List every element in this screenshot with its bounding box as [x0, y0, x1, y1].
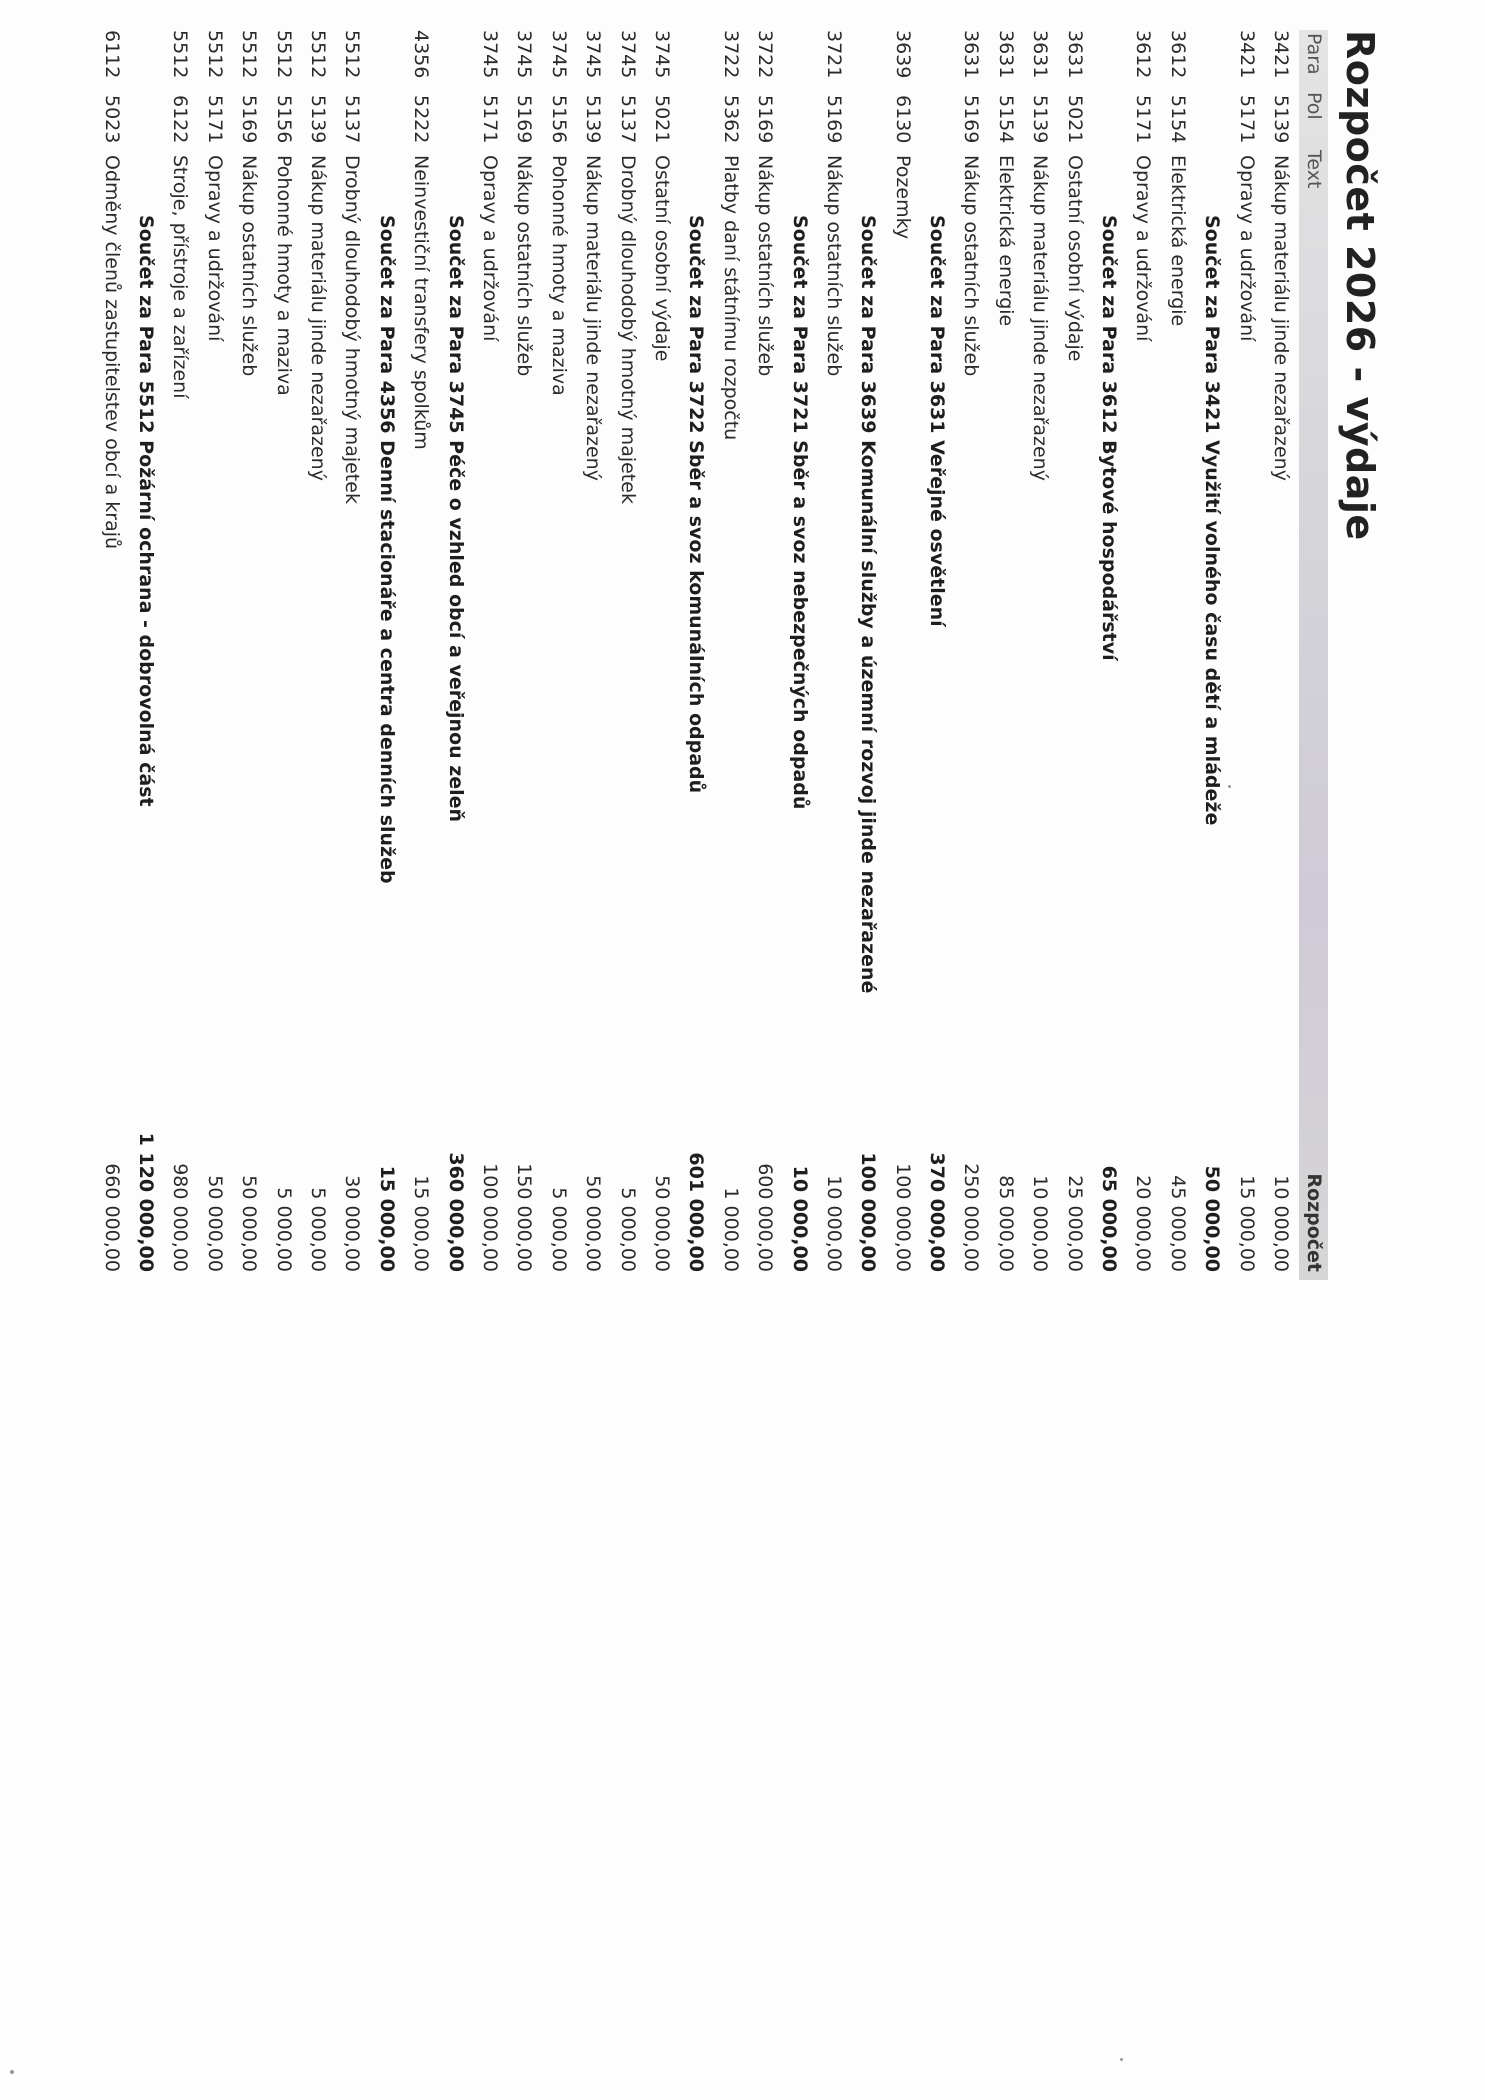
table-row — [1229, 30, 1263, 1280]
amount-cell: 50 000,00 — [582, 1175, 605, 1272]
table-row — [301, 30, 335, 1280]
para-cell: 3745 — [479, 30, 502, 79]
amount-cell: 370 000,00 — [926, 1152, 949, 1272]
text-cell: Součet za Para 3631 Veřejné osvětlení — [926, 215, 949, 627]
table-row — [885, 30, 919, 1280]
para-cell: 3631 — [1063, 30, 1086, 79]
pol-cell: 5156 — [272, 95, 295, 144]
table-row — [1023, 30, 1057, 1280]
subtotal-row — [1195, 30, 1229, 1280]
pol-cell: 5169 — [238, 95, 261, 144]
subtotal-row — [782, 30, 816, 1280]
document-title: Rozpočet 2026 - výdaje — [1338, 30, 1382, 541]
text-cell: Drobný dlouhodobý hmotný majetek — [616, 155, 639, 504]
amount-cell: 15 000,00 — [375, 1165, 398, 1272]
table-row — [645, 30, 679, 1280]
amount-cell: 100 000,00 — [479, 1163, 502, 1272]
text-cell: Nákup materiálu jinde nezařazený — [1029, 155, 1052, 481]
subtotal-row — [369, 30, 403, 1280]
para-cell: 3631 — [960, 30, 983, 79]
text-cell: Odměny členů zastupitelstev obcí a krajů — [100, 155, 123, 550]
pol-cell: 5139 — [307, 95, 330, 144]
budget-document — [100, 30, 1384, 1470]
table-row — [404, 30, 438, 1280]
pol-cell: 5139 — [582, 95, 605, 144]
text-cell: Součet za Para 5512 Požární ochrana - dobrovolná část — [135, 215, 158, 807]
amount-cell: 250 000,00 — [960, 1163, 983, 1272]
amount-cell: 50 000,00 — [650, 1175, 673, 1272]
text-cell: Nákup ostatních služeb — [513, 155, 536, 377]
table-row — [335, 30, 369, 1280]
amount-cell: 5 000,00 — [272, 1187, 295, 1272]
pol-cell: 5171 — [1235, 95, 1258, 144]
amount-cell: 50 000,00 — [203, 1175, 226, 1272]
amount-cell: 10 000,00 — [788, 1165, 811, 1272]
subtotal-row — [851, 30, 885, 1280]
amount-cell: 5 000,00 — [616, 1187, 639, 1272]
para-cell: 5512 — [272, 30, 295, 79]
text-cell: Nákup materiálu jinde nezařazený — [307, 155, 330, 481]
text-cell: Opravy a udržování — [1235, 155, 1258, 342]
subtotal-row — [679, 30, 713, 1280]
amount-cell: 660 000,00 — [100, 1163, 123, 1272]
table-row — [94, 30, 128, 1280]
text-cell: Opravy a udržování — [203, 155, 226, 342]
pol-cell: 5154 — [994, 95, 1017, 144]
table-row — [266, 30, 300, 1280]
pol-cell: 5169 — [960, 95, 983, 144]
para-cell: 3421 — [1270, 30, 1292, 79]
subtotal-row — [920, 30, 954, 1280]
amount-cell: 25 000,00 — [1063, 1175, 1086, 1272]
pol-cell: 5021 — [650, 95, 673, 144]
subtotal-row — [438, 30, 472, 1280]
text-cell: Součet za Para 3745 Péče o vzhled obcí a veřejnou zeleň — [444, 215, 467, 823]
table-row — [232, 30, 266, 1280]
para-cell: 3745 — [616, 30, 639, 79]
amount-cell: 600 000,00 — [754, 1163, 777, 1272]
text-cell: Součet za Para 3722 Sběr a svoz komunálních odpadů — [685, 215, 708, 794]
amount-cell: 601 000,00 — [685, 1152, 708, 1272]
text-cell: Ostatní osobní výdaje — [650, 155, 673, 362]
text-cell: Nákup ostatních služeb — [960, 155, 983, 377]
text-cell: Pohonné hmoty a maziva — [547, 155, 570, 396]
table-row — [1264, 30, 1298, 1280]
para-cell: 3631 — [1029, 30, 1052, 79]
para-cell: 3421 — [1235, 30, 1258, 79]
pol-cell: 5154 — [1166, 95, 1189, 144]
text-cell: Opravy a udržování — [479, 155, 502, 342]
para-cell: 3745 — [513, 30, 536, 79]
pol-cell: 5362 — [719, 95, 742, 144]
para-cell: 3612 — [1166, 30, 1189, 79]
text-cell: Ostatní osobní výdaje — [1063, 155, 1086, 362]
text-cell: Pozemky — [891, 155, 914, 240]
pol-cell: 5171 — [479, 95, 502, 144]
table-row — [817, 30, 851, 1280]
table-row — [713, 30, 747, 1280]
text-cell: Stroje, přístroje a zařízení — [169, 155, 192, 399]
text-cell: Součet za Para 4356 Denní stacionáře a centra denních služeb — [375, 215, 398, 884]
table-row — [163, 30, 197, 1280]
amount-cell: 1 000,00 — [719, 1187, 742, 1272]
pol-cell: 6122 — [169, 95, 192, 144]
pol-cell: 5137 — [341, 95, 364, 144]
pol-cell: 6130 — [891, 95, 914, 144]
header-text: Text — [1303, 150, 1325, 189]
para-cell: 3639 — [891, 30, 914, 79]
table-row — [610, 30, 644, 1280]
text-cell: Nákup ostatních služeb — [238, 155, 261, 377]
amount-cell: 10 000,00 — [822, 1175, 845, 1272]
amount-cell: 980 000,00 — [169, 1163, 192, 1272]
pol-cell: 5169 — [513, 95, 536, 144]
table-row — [954, 30, 988, 1280]
header-para: Para — [1303, 33, 1325, 75]
amount-cell: 100 000,00 — [891, 1163, 914, 1272]
pol-cell: 5171 — [1132, 95, 1155, 144]
text-cell: Neinvestiční transfery spolkům — [410, 155, 433, 450]
pol-cell: 5023 — [100, 95, 123, 144]
text-cell: Elektrická energie — [994, 155, 1017, 327]
table-header — [1299, 30, 1328, 1280]
text-cell: Součet za Para 3421 Využití volného času dětí a mládeže — [1201, 215, 1224, 826]
budget-table-body — [94, 30, 1298, 1280]
text-cell: Součet za Para 3639 Komunální služby a územní rozvoj jinde nezařazené — [857, 215, 880, 994]
pol-cell: 5156 — [547, 95, 570, 144]
table-row — [988, 30, 1022, 1280]
pol-cell: 5169 — [754, 95, 777, 144]
para-cell: 5512 — [341, 30, 364, 79]
header-amount: Rozpočet — [1303, 1173, 1325, 1272]
pol-cell: 5171 — [203, 95, 226, 144]
pol-cell: 5222 — [410, 95, 433, 144]
amount-cell: 10 000,00 — [1270, 1175, 1292, 1272]
pol-cell: 5139 — [1270, 95, 1292, 144]
para-cell: 5512 — [307, 30, 330, 79]
text-cell: Nákup ostatních služeb — [822, 155, 845, 377]
amount-cell: 360 000,00 — [444, 1152, 467, 1272]
para-cell: 3722 — [719, 30, 742, 79]
amount-cell: 20 000,00 — [1132, 1175, 1155, 1272]
text-cell: Platby daní státnímu rozpočtu — [719, 155, 742, 441]
para-cell: 3722 — [754, 30, 777, 79]
para-cell: 3745 — [582, 30, 605, 79]
text-cell: Nákup ostatních služeb — [754, 155, 777, 377]
text-cell: Drobný dlouhodobý hmotný majetek — [341, 155, 364, 504]
para-cell: 3612 — [1132, 30, 1155, 79]
amount-cell: 50 000,00 — [238, 1175, 261, 1272]
table-row — [507, 30, 541, 1280]
text-cell: Nákup materiálu jinde nezařazený — [582, 155, 605, 481]
scan-speck — [1120, 2058, 1123, 2061]
text-cell: Součet za Para 3721 Sběr a svoz nebezpečných odpadů — [788, 215, 811, 810]
pol-cell: 5137 — [616, 95, 639, 144]
pol-cell: 5021 — [1063, 95, 1086, 144]
para-cell: 3745 — [547, 30, 570, 79]
amount-cell: 45 000,00 — [1166, 1175, 1189, 1272]
text-cell: Opravy a udržování — [1132, 155, 1155, 342]
para-cell: 3631 — [994, 30, 1017, 79]
amount-cell: 5 000,00 — [547, 1187, 570, 1272]
para-cell: 3721 — [822, 30, 845, 79]
table-row — [198, 30, 232, 1280]
subtotal-row — [129, 30, 163, 1280]
amount-cell: 5 000,00 — [307, 1187, 330, 1272]
para-cell: 3745 — [650, 30, 673, 79]
amount-cell: 15 000,00 — [410, 1175, 433, 1272]
table-row — [576, 30, 610, 1280]
pol-cell: 5169 — [822, 95, 845, 144]
pol-cell: 5139 — [1029, 95, 1052, 144]
table-row — [1057, 30, 1091, 1280]
amount-cell: 100 000,00 — [857, 1152, 880, 1272]
para-cell: 5512 — [238, 30, 261, 79]
para-cell: 4356 — [410, 30, 433, 79]
para-cell: 5512 — [169, 30, 192, 79]
amount-cell: 150 000,00 — [513, 1163, 536, 1272]
table-row — [1126, 30, 1160, 1280]
amount-cell: 1 120 000,00 — [135, 1132, 158, 1272]
table-row — [748, 30, 782, 1280]
header-pol: Pol — [1303, 92, 1325, 120]
table-row — [541, 30, 575, 1280]
amount-cell: 10 000,00 — [1029, 1175, 1052, 1272]
text-cell: Součet za Para 3612 Bytové hospodářství — [1098, 215, 1121, 661]
amount-cell: 30 000,00 — [341, 1175, 364, 1272]
para-cell: 5512 — [203, 30, 226, 79]
scan-speck — [10, 2070, 14, 2074]
text-cell: Pohonné hmoty a maziva — [272, 155, 295, 396]
table-row — [1160, 30, 1194, 1280]
para-cell: 6112 — [100, 30, 123, 79]
text-cell: Elektrická energie — [1166, 155, 1189, 327]
amount-cell: 15 000,00 — [1235, 1175, 1258, 1272]
subtotal-row — [1092, 30, 1126, 1280]
table-row — [473, 30, 507, 1280]
amount-cell: 65 000,00 — [1098, 1165, 1121, 1272]
amount-cell: 50 000,00 — [1201, 1165, 1224, 1272]
amount-cell: 85 000,00 — [994, 1175, 1017, 1272]
text-cell: Nákup materiálu jinde nezařazený — [1270, 155, 1292, 481]
